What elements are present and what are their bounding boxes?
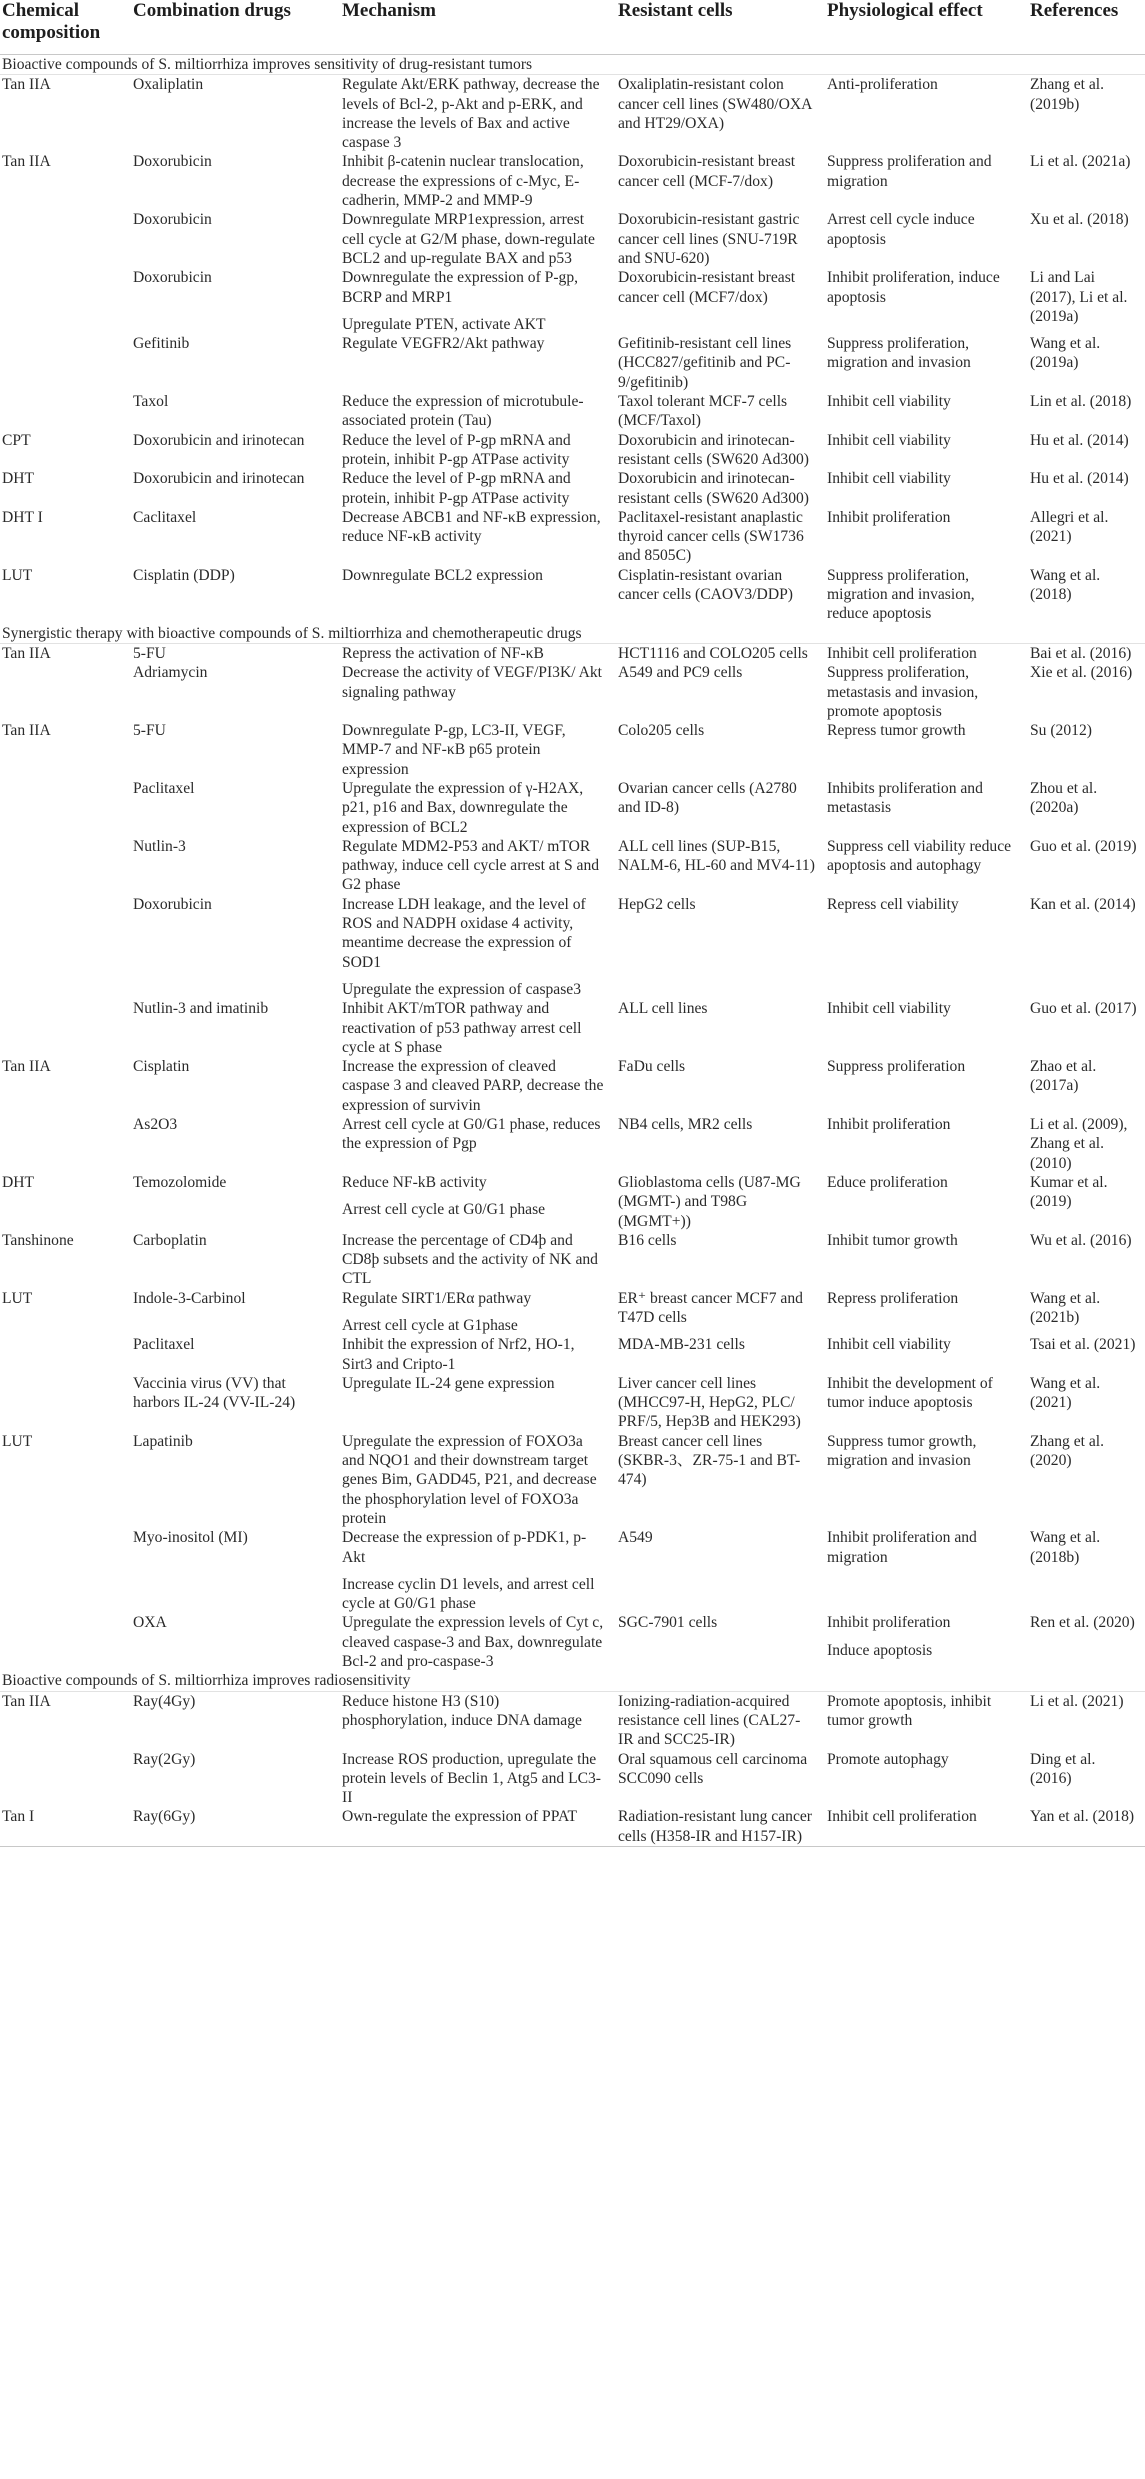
cell-combination-drugs: Lapatinib [133,1432,193,1450]
cell-physiological-effect [821,469,1024,508]
cell-mechanism [336,469,612,508]
cell-mechanism [336,721,612,779]
cell-resistant-cells: Ovarian cancer cells (A2780 and ID-8) [618,779,797,817]
mechanism-line: Increase LDH leakage, and the level of ROS and NADPH oxidase 4 activity, meantime decrease the expression of SOD1 [342,895,586,971]
physiological-effect-line: Anti-proliferation [827,76,938,94]
mechanism-line: Arrest cell cycle at G1phase [342,1317,518,1334]
physiological-effect-line: Inhibit proliferation [827,1614,951,1632]
cell-mechanism [336,999,612,1057]
cell-resistant-cells: B16 cells [618,1231,677,1249]
table-row [0,643,1145,663]
cell-combination-drugs: Doxorubicin and irinotecan [133,470,305,488]
cell-physiological-effect [821,152,1024,210]
table-header [0,0,1145,55]
cell-mechanism [336,1750,612,1808]
physiological-effect-line: Inhibit cell viability [827,1000,951,1018]
table-row [0,895,1145,999]
mechanism-line: Arrest cell cycle at G0/G1 phase, reduces the expression of Pgp [342,1116,601,1153]
physiological-effect-line: Arrest cell cycle induce apoptosis [827,211,975,248]
table-row [0,1057,1145,1115]
cell-chemical-composition [0,1750,127,1808]
cell-mechanism [336,392,612,431]
cell-resistant-cells: Paclitaxel-resistant anaplastic thyroid cancer cells (SW1736 and 8505C) [618,508,804,565]
table-row [0,1750,1145,1808]
cell-physiological-effect [821,566,1024,624]
cell-combination-drugs: Caclitaxel [133,508,197,526]
physiological-effect-line: Repress cell viability [827,895,959,913]
mechanism-line: Decrease ABCB1 and NF-κB expression, reduce NF-κB activity [342,508,601,546]
cell-combination-drugs: Oxaliplatin [133,76,204,94]
physiological-effect-line: Inhibit cell proliferation [827,1808,977,1826]
physiological-effect-line: Educe proliferation [827,1173,948,1191]
cell-references: Li et al. (2021a) [1030,153,1131,171]
cell-references: Bai et al. (2016) [1030,644,1132,662]
cell-mechanism [336,152,612,210]
cell-references: Zhang et al. (2020) [1030,1432,1105,1470]
table-row [0,999,1145,1057]
cell-resistant-cells: Glioblastoma cells (U87-MG (MGMT-) and T98G (MGMT+)) [618,1173,801,1230]
cell-combination-drugs: Paclitaxel [133,779,195,797]
cell-combination-drugs: Vaccinia virus (VV) that harbors IL-24 (VV-IL-24) [133,1374,296,1412]
cell-mechanism [336,268,612,334]
cell-resistant-cells: Doxorubicin-resistant breast cancer cell (MCF-7/dox) [618,153,796,190]
cell-mechanism [336,663,612,721]
cell-references: Allegri et al. (2021) [1030,508,1109,546]
cell-mechanism [336,1807,612,1846]
cell-chemical-composition [0,1335,127,1374]
cell-mechanism [336,1115,612,1173]
physiological-effect-line: Suppress proliferation [827,1058,966,1076]
physiological-effect-line: Suppress proliferation and migration [827,153,992,190]
cell-resistant-cells: Radiation-resistant lung cancer cells (H358-IR and H157-IR) [612,1807,821,1846]
cell-chemical-composition: Tan I [0,1807,127,1846]
cell-references: Wang et al. (2018) [1030,566,1101,604]
cell-resistant-cells: FaDu cells [618,1058,686,1076]
table-row [0,152,1145,210]
mechanism-line: Downregulate the expression of P-gp, BCRP and MRP1 [342,269,579,306]
cell-references: Xie et al. (2016) [1030,664,1133,682]
physiological-effect-line: Inhibits proliferation and metastasis [827,779,983,817]
cell-chemical-composition [0,392,127,431]
physiological-effect-line: Inhibit tumor growth [827,1231,958,1249]
table-row [0,1289,1145,1336]
cell-chemical-composition: Tan IIA [2,722,51,740]
physiological-effect-line: Suppress cell viability reduce apoptosis and autophagy [827,837,1012,875]
physiological-effect-line: Suppress proliferation, metastasis and invasion, promote apoptosis [827,664,979,720]
mechanism-line: Inhibit β-catenin nuclear translocation, decrease the expressions of c-Myc, E-cadherin, MMP-2 and MMP-9 [342,153,584,210]
table-row [0,334,1145,392]
cell-resistant-cells: SGC-7901 cells [618,1614,718,1632]
physiological-effect-line: Inhibit the development of tumor induce apoptosis [827,1374,993,1412]
cell-resistant-cells: ER⁺ breast cancer MCF7 and T47D cells [618,1289,803,1326]
cell-combination-drugs: Cisplatin [133,1058,190,1076]
mechanism-line: Regulate SIRT1/ERα pathway [342,1289,532,1307]
cell-physiological-effect [821,334,1024,392]
cell-physiological-effect [821,1289,1024,1336]
header-physiological-effect: Physiological effect [821,0,1024,55]
cell-combination-drugs: As2O3 [133,1116,178,1134]
mechanism-line: Reduce the level of P-gp mRNA and protein, inhibit P-gp ATPase activity [342,470,571,507]
cell-combination-drugs: Ray(4Gy) [133,1692,196,1710]
physiological-effect-line: Promote autophagy [827,1750,949,1768]
cell-chemical-composition: DHT [2,470,35,488]
cell-resistant-cells: Doxorubicin and irinotecan- resistant cells (SW620 Ad300) [618,431,809,468]
cell-combination-drugs: Doxorubicin [133,895,212,913]
cell-resistant-cells: Taxol tolerant MCF-7 cells (MCF/Taxol) [618,393,788,430]
cell-combination-drugs: Ray(6Gy) [127,1807,336,1846]
table-row [0,1173,1145,1231]
cell-chemical-composition: LUT [2,1432,33,1450]
mechanism-line: Increase ROS production, upregulate the protein levels of Beclin 1, Atg5 and LC3-II [342,1750,601,1807]
table-row [0,469,1145,508]
cell-references: Zhao et al. (2017a) [1030,1058,1097,1095]
cell-references: Xu et al. (2018) [1030,211,1129,229]
table-row [0,1432,1145,1528]
mechanism-line: Upregulate the expression of γ-H2AX, p21, p16 and Bax, downregulate the expression of BCL2 [342,779,584,836]
mechanism-line: Reduce NF-kB activity [342,1173,487,1191]
cell-mechanism [336,1173,612,1231]
mechanism-line: Upregulate the expression of FOXO3a and NQO1 and their downstream target genes Bim, GADD45, P21, and decrease the phosphorylation level of FOXO3a protein [342,1432,597,1527]
cell-mechanism [336,508,612,566]
physiological-effect-line: Repress tumor growth [827,722,966,740]
cell-chemical-composition [0,895,127,999]
table-row [0,392,1145,431]
cell-mechanism [336,75,612,153]
cell-references: Zhou et al. (2020a) [1030,779,1098,817]
cell-resistant-cells: ALL cell lines (SUP-B15, NALM-6, HL-60 and MV4-11) [618,837,815,875]
cell-chemical-composition [0,1115,127,1173]
cell-references: Hu et al. (2014) [1030,470,1129,488]
cell-combination-drugs: Doxorubicin [133,211,212,229]
cell-resistant-cells: A549 and PC9 cells [618,664,743,682]
mechanism-line: Increase the percentage of CD4þ and CD8þ subsets and the activity of NK and CTL [342,1231,598,1288]
mechanism-line: Reduce the expression of microtubule-associated protein (Tau) [342,393,584,430]
table-row [0,779,1145,837]
table-row [0,1115,1145,1173]
physiological-effect-line: Promote apoptosis, inhibit tumor growth [827,1692,992,1729]
cell-chemical-composition: CPT [2,431,31,449]
cell-combination-drugs: Doxorubicin [133,269,212,287]
mechanism-line: Decrease the activity of VEGF/PI3K/ Akt signaling pathway [342,664,602,701]
cell-resistant-cells: Oxaliplatin-resistant colon cancer cell lines (SW480/OXA and HT29/OXA) [618,76,812,132]
cell-chemical-composition: Tan IIA [2,1058,51,1076]
cell-combination-drugs: 5-FU [133,644,166,662]
cell-chemical-composition [0,663,127,721]
physiological-effect-line: Repress proliferation [827,1289,959,1307]
table-row [0,837,1145,895]
cell-resistant-cells: Doxorubicin-resistant breast cancer cell (MCF7/dox) [618,269,796,306]
cell-combination-drugs: Gefitinib [133,335,190,353]
table-row [0,1807,1145,1846]
cell-physiological-effect [821,1613,1024,1671]
cell-combination-drugs: 5-FU [133,722,166,740]
cell-physiological-effect [821,1115,1024,1173]
cell-physiological-effect [821,1750,1024,1808]
cell-references: Wang et al. (2021) [1030,1374,1101,1412]
table-row [0,508,1145,566]
cell-combination-drugs: Taxol [133,393,169,411]
mechanism-line: Repress the activation of NF-κB [342,644,544,662]
cell-mechanism [336,1289,612,1336]
table-row [0,210,1145,268]
cell-mechanism [336,1432,612,1528]
cell-physiological-effect [821,1528,1024,1613]
mechanism-line: Upregulate PTEN, activate AKT [342,315,546,333]
cell-references: Li et al. (2009), Zhang et al. (2010) [1030,1116,1128,1172]
cell-chemical-composition [0,1528,127,1613]
cell-chemical-composition: Tan IIA [2,1692,51,1710]
header-chemical-composition: Chemical composition [0,0,127,55]
physiological-effect-line: Inhibit cell viability [827,470,951,488]
section-title: Bioactive compounds of S. miltiorrhiza improves radiosensitivity [0,1671,1145,1691]
cell-mechanism [336,895,612,999]
cell-references: Wang et al. (2019a) [1030,335,1101,372]
cell-mechanism [336,1374,612,1432]
cell-mechanism [336,431,612,470]
cell-references: Wang et al. (2021b) [1030,1289,1101,1326]
cell-chemical-composition: DHT [2,1173,35,1191]
cell-references: Li et al. (2021) [1030,1692,1124,1710]
physiological-effect-line: Inhibit proliferation [827,508,951,526]
cell-physiological-effect [821,1231,1024,1289]
cell-physiological-effect [821,837,1024,895]
cell-chemical-composition: Tanshinone [2,1231,74,1249]
cell-chemical-composition [0,1374,127,1432]
cell-physiological-effect [821,431,1024,470]
cell-chemical-composition [0,999,127,1057]
cell-resistant-cells: MDA-MB-231 cells [618,1336,745,1354]
mechanism-line: Downregulate MRP1expression, arrest cell cycle at G2/M phase, down-regulate BCL2 and up-regulate BAX and p53 [342,211,595,267]
physiological-effect-line: Inhibit cell viability [827,431,951,449]
table-row [0,1528,1145,1613]
cell-references: Kan et al. (2014) [1030,895,1136,913]
mechanism-line: Inhibit AKT/mTOR pathway and reactivation of p53 pathway arrest cell cycle at S phase [342,1000,582,1056]
physiological-effect-line: Suppress proliferation, migration and invasion [827,335,971,372]
cell-chemical-composition: Tan IIA [2,76,51,94]
section-row [0,624,1145,644]
cell-resistant-cells: Colo205 cells [618,722,705,740]
cell-chemical-composition [0,268,127,334]
section-title: Bioactive compounds of S. miltiorrhiza improves sensitivity of drug-resistant tumors [0,55,1145,75]
cell-mechanism [336,1528,612,1613]
table-row [0,268,1145,334]
cell-references: Lin et al. (2018) [1030,393,1132,411]
mechanism-line: Decrease the expression of p-PDK1, p-Akt [342,1529,587,1566]
cell-references: Tsai et al. (2021) [1030,1336,1136,1354]
table-row [0,1613,1145,1671]
cell-mechanism [336,1613,612,1671]
cell-chemical-composition [0,779,127,837]
cell-mechanism [336,566,612,624]
mechanism-line: Reduce the level of P-gp mRNA and protein, inhibit P-gp ATPase activity [342,431,571,468]
cell-combination-drugs: Cisplatin (DDP) [133,566,235,584]
cell-combination-drugs: Indole-3-Carbinol [133,1289,246,1307]
cell-references: Wang et al. (2018b) [1030,1529,1101,1566]
table-row [0,75,1145,153]
mechanism-line: Increase the expression of cleaved caspase 3 and cleaved PARP, decrease the expression of survivin [342,1058,604,1114]
cell-physiological-effect [821,1173,1024,1231]
physiological-effect-line: Inhibit cell viability [827,1336,951,1354]
cell-references: Ren et al. (2020) [1030,1614,1135,1632]
cell-physiological-effect [821,643,1024,663]
cell-chemical-composition: LUT [2,1289,33,1307]
section-row [0,55,1145,75]
cell-physiological-effect [821,1807,1024,1846]
cell-combination-drugs: Paclitaxel [133,1336,195,1354]
cell-physiological-effect [821,1335,1024,1374]
cell-resistant-cells: Cisplatin-resistant ovarian cancer cells (CAOV3/DDP) [618,566,793,604]
cell-physiological-effect [821,1691,1024,1749]
mechanism-line: Upregulate IL-24 gene expression [342,1374,555,1392]
cell-combination-drugs: Carboplatin [133,1231,207,1249]
cell-physiological-effect [821,1432,1024,1528]
mechanism-line: Regulate Akt/ERK pathway, decrease the levels of Bcl-2, p-Akt and p-ERK, and increase the levels of Bax and active caspase 3 [342,76,600,152]
cell-combination-drugs: Ray(2Gy) [133,1750,196,1768]
mechanism-line: Regulate MDM2-P53 and AKT/ mTOR pathway, induce cell cycle arrest at S and G2 phase [342,837,600,894]
cell-chemical-composition [0,334,127,392]
physiological-effect-line: Induce apoptosis [827,1641,933,1659]
mechanism-line: Increase cyclin D1 levels, and arrest cell cycle at G0/G1 phase [342,1575,595,1613]
cell-combination-drugs: Temozolomide [133,1173,227,1191]
cell-mechanism [336,210,612,268]
cell-mechanism [336,1335,612,1374]
cell-references: Su (2012) [1030,722,1092,740]
mechanism-line: Upregulate the expression levels of Cyt c, cleaved caspase-3 and Bax, downregulate Bcl-2 and pro-caspase-3 [342,1614,604,1671]
cell-mechanism [336,1057,612,1115]
cell-combination-drugs: Myo-inositol (MI) [133,1529,248,1547]
cell-resistant-cells: HCT1116 and COLO205 cells [618,644,808,662]
cell-physiological-effect [821,75,1024,153]
cell-resistant-cells: Doxorubicin and irinotecan- resistant cells (SW620 Ad300) [618,470,809,507]
cell-references: Wu et al. (2016) [1030,1231,1132,1249]
cell-combination-drugs: Doxorubicin [133,153,212,171]
cell-references: Guo et al. (2019) [1030,837,1137,855]
mechanism-line: Downregulate BCL2 expression [342,566,543,584]
cell-references: Ding et al. (2016) [1030,1750,1096,1787]
physiological-effect-line: Suppress tumor growth, migration and invasion [827,1432,977,1470]
cell-physiological-effect [821,895,1024,999]
cell-combination-drugs: Nutlin-3 [133,837,186,855]
cell-chemical-composition: LUT [2,566,33,584]
cell-resistant-cells: Ionizing-radiation-acquired resistance cell lines (CAL27-IR and SCC25-IR) [618,1692,801,1749]
physiological-effect-line: Inhibit proliferation and migration [827,1529,977,1566]
cell-mechanism [336,779,612,837]
header-mechanism: Mechanism [336,0,612,55]
table-row [0,1231,1145,1289]
cell-resistant-cells: Gefitinib-resistant cell lines (HCC827/gefitinib and PC-9/gefitinib) [618,335,792,391]
cell-physiological-effect [821,1374,1024,1432]
cell-mechanism [336,334,612,392]
cell-mechanism [336,1691,612,1749]
cell-chemical-composition: Tan IIA [2,153,51,171]
mechanism-line: Regulate VEGFR2/Akt pathway [342,335,545,353]
cell-physiological-effect [821,1057,1024,1115]
cell-physiological-effect [821,392,1024,431]
cell-physiological-effect [821,508,1024,566]
cell-physiological-effect [821,268,1024,334]
cell-chemical-composition: Tan IIA [2,644,51,662]
cell-resistant-cells: Breast cancer cell lines (SKBR-3、ZR-75-1 and BT-474) [618,1432,801,1489]
cell-physiological-effect [821,663,1024,721]
cell-combination-drugs: OXA [133,1614,167,1632]
cell-combination-drugs: Nutlin-3 and imatinib [133,1000,269,1018]
mechanism-line: Downregulate P-gp, LC3-II, VEGF, MMP-7 and NF-κB p65 protein expression [342,722,566,778]
cell-chemical-composition [0,837,127,895]
cell-chemical-composition [0,210,127,268]
cell-references: Hu et al. (2014) [1030,431,1129,449]
section-row [0,1671,1145,1691]
cell-resistant-cells: NB4 cells, MR2 cells [618,1116,753,1134]
physiological-effect-line: Inhibit proliferation, induce apoptosis [827,269,1000,306]
cell-physiological-effect [821,721,1024,779]
cell-references: Kumar et al. (2019) [1030,1173,1108,1211]
cell-physiological-effect [821,779,1024,837]
cell-references: Li and Lai (2017), Li et al. (2019a) [1030,269,1128,325]
physiological-effect-line: Inhibit cell viability [827,393,951,411]
table-row [0,1374,1145,1432]
table-row [0,721,1145,779]
physiological-effect-line: Inhibit cell proliferation [827,644,977,662]
mechanism-line: Own-regulate the expression of PPAT [342,1808,578,1826]
cell-mechanism [336,1231,612,1289]
table-body [0,55,1145,1847]
mechanism-line: Reduce histone H3 (S10) phosphorylation, induce DNA damage [342,1692,582,1729]
cell-physiological-effect [821,999,1024,1057]
header-resistant-cells: Resistant cells [612,0,821,55]
cell-references: Zhang et al. (2019b) [1030,76,1105,113]
cell-resistant-cells: ALL cell lines [618,1000,708,1018]
cell-resistant-cells: A549 [618,1529,653,1547]
cell-chemical-composition: DHT I [2,508,43,526]
section-title: Synergistic therapy with bioactive compounds of S. miltiorrhiza and chemotherapeutic drugs [0,624,1145,644]
table-row [0,431,1145,470]
mechanism-line: Inhibit the expression of Nrf2, HO-1, Sirt3 and Cripto-1 [342,1336,575,1373]
cell-mechanism [336,837,612,895]
cell-mechanism [336,643,612,663]
table-row [0,566,1145,624]
header-row [0,0,1145,55]
mechanism-line: Upregulate the expression of caspase3 [342,980,582,998]
table-row [0,1691,1145,1749]
table-row [0,663,1145,721]
physiological-effect-line: Suppress proliferation, migration and invasion, reduce apoptosis [827,566,975,623]
cell-chemical-composition [0,1613,127,1671]
table-row [0,1335,1145,1374]
cell-resistant-cells: Oral squamous cell carcinoma SCC090 cells [618,1750,808,1787]
cell-combination-drugs: Doxorubicin and irinotecan [133,431,305,449]
header-references: References [1024,0,1145,55]
cell-combination-drugs: Adriamycin [133,664,208,682]
cell-physiological-effect [821,210,1024,268]
cell-resistant-cells: HepG2 cells [618,895,696,913]
cell-resistant-cells: Doxorubicin-resistant gastric cancer cell lines (SNU-719R and SNU-620) [618,211,800,267]
physiological-effect-line: Inhibit proliferation [827,1116,951,1134]
header-combination-drugs: Combination drugs [127,0,336,55]
mechanism-line: Arrest cell cycle at G0/G1 phase [342,1201,546,1219]
cell-resistant-cells: Liver cancer cell lines (MHCC97-H, HepG2, PLC/ PRF/5, Hep3B and HEK293) [618,1374,801,1431]
cell-references: Yan et al. (2018) [1024,1807,1145,1846]
cell-references: Guo et al. (2017) [1030,1000,1137,1018]
